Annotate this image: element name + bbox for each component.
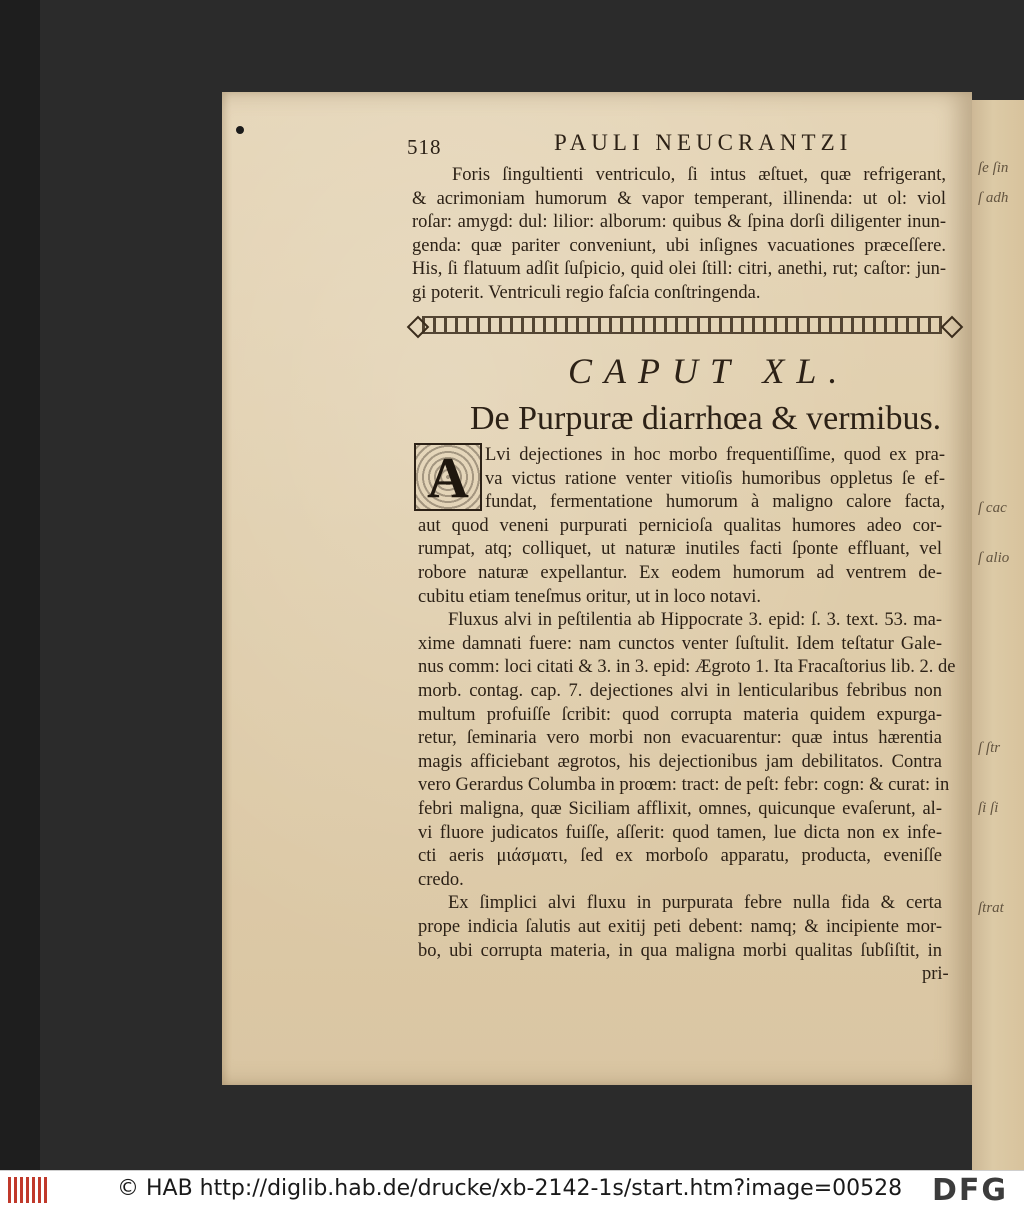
body-line: prope indicia ſalutis aut exitij peti debent: namq; & incipiente mor-: [418, 917, 942, 937]
chapter-number: CAPUT XL.: [568, 351, 850, 391]
body-line: Lvi dejectiones in hoc morbo frequentiſſime, quod ex pra-: [485, 445, 945, 465]
scan-left-margin: [0, 0, 40, 1170]
body-line: robore naturæ expellantur. Ex eodem humorum ad ventrem de-: [418, 563, 942, 583]
body-line: fundat, fermentatione humorum à maligno calore facta,: [485, 492, 945, 513]
body-line: rumpat, atq; colliquet, ut naturæ inutiles facti ſponte effluant, vel: [418, 539, 942, 560]
body-line: nus comm: loci citati & 3. in 3. epid: Ægroto 1. Ita Fracaſtorius lib. 2. de: [418, 657, 956, 678]
top-line: & acrimoniam humorum & vapor temperant, illinenda: ut ol: viol: [412, 188, 946, 209]
adjacent-page-edge: ſe ſin ſ adh ſ cac ſ alio ſ ſtr ſi ſi ſtrat: [972, 100, 1024, 1170]
body-line: xime damnati fuere: nam cunctos venter ſuſtulit. Idem teſtatur Gale-: [418, 633, 942, 654]
body-line: Fluxus alvi in peſtilentia ab Hippocrate 3. epid: ſ. 3. text. 53. ma-: [448, 610, 942, 631]
body-line: multum profuiſſe ſcribit: quod corrupta materia quidem expurga-: [418, 704, 942, 725]
body-line: Ex ſimplici alvi fluxu in purpurata febre nulla fida & certa: [448, 893, 942, 914]
body-line: vero Gerardus Columba in proœm: tract: de peſt: febr: cogn: & curat: in: [418, 775, 950, 796]
book-page: [222, 92, 972, 1085]
body-line: vi fluore judicatos fuiſſe, aſſerit: quod tamen, lue dicta non ex infe-: [418, 822, 942, 843]
punch-hole-icon: [236, 126, 244, 134]
body-line: pri-: [922, 964, 949, 985]
decorated-initial: A: [414, 443, 482, 511]
top-line: His, ſi flatuum adſit ſuſpicio, quid olei ſtill: citri, anethi, rut; caſtor: jun-: [412, 259, 946, 280]
ornament-right-icon: [941, 316, 964, 339]
body-line: cti aeris μιάσματι, ſed ex morboſo apparatu, producta, eveniſſe: [418, 846, 942, 867]
body-line: aut quod veneni purpurati pernicioſa qualitas humores adeo cor-: [418, 515, 942, 536]
body-line: retur, ſeminaria vero morbi non evacuarentur: quæ intus hærentia: [418, 728, 942, 749]
body-line: credo.: [418, 869, 464, 890]
body-line: bo, ubi corrupta materia, in qua maligna morbi qualitas ſubſiſtit, in: [418, 940, 942, 961]
footer-bar: [0, 1170, 1024, 1209]
top-line: Foris ſingultienti ventriculo, ſi intus æſtuet, quæ refrigerant,: [452, 165, 946, 185]
body-line: cubitu etiam teneſmus oritur, ut in loco notavi.: [418, 586, 761, 607]
hab-logo-icon: [8, 1177, 48, 1203]
page-number: 518: [407, 135, 442, 159]
top-line: gi poterit. Ventriculi regio faſcia conſtringenda.: [412, 283, 761, 303]
top-line: roſar: amygd: dul: lilior: alborum: quibus & ſpina dorſi diligenter inun-: [412, 212, 946, 233]
top-line: genda: quæ pariter conveniunt, ubi inſignes vacuationes præceſſere.: [412, 235, 946, 256]
body-line: va victus ratione venter vitioſis humoribus oppletus ſe ef-: [485, 468, 945, 489]
chapter-title: De Purpuræ diarrhœa & vermibus.: [470, 400, 942, 437]
dfg-logo: DFG: [932, 1173, 1009, 1208]
source-credit[interactable]: © HAB http://diglib.hab.de/drucke/xb-2142-1s/start.htm?image=00528: [117, 1176, 903, 1201]
body-line: febri maligna, quæ Siciliam afflixit, omnes, quicunque evaſerunt, al-: [418, 799, 942, 819]
body-line: morb. contag. cap. 7. dejectiones alvi in lenticularibus febribus non: [418, 681, 942, 701]
body-line: magis afficiebant ægrotos, his dejectionibus jam debilitatos. Contra: [418, 751, 942, 772]
running-head: PAULI NEUCRANTZI: [554, 130, 853, 155]
ornamental-rule: [422, 316, 942, 334]
